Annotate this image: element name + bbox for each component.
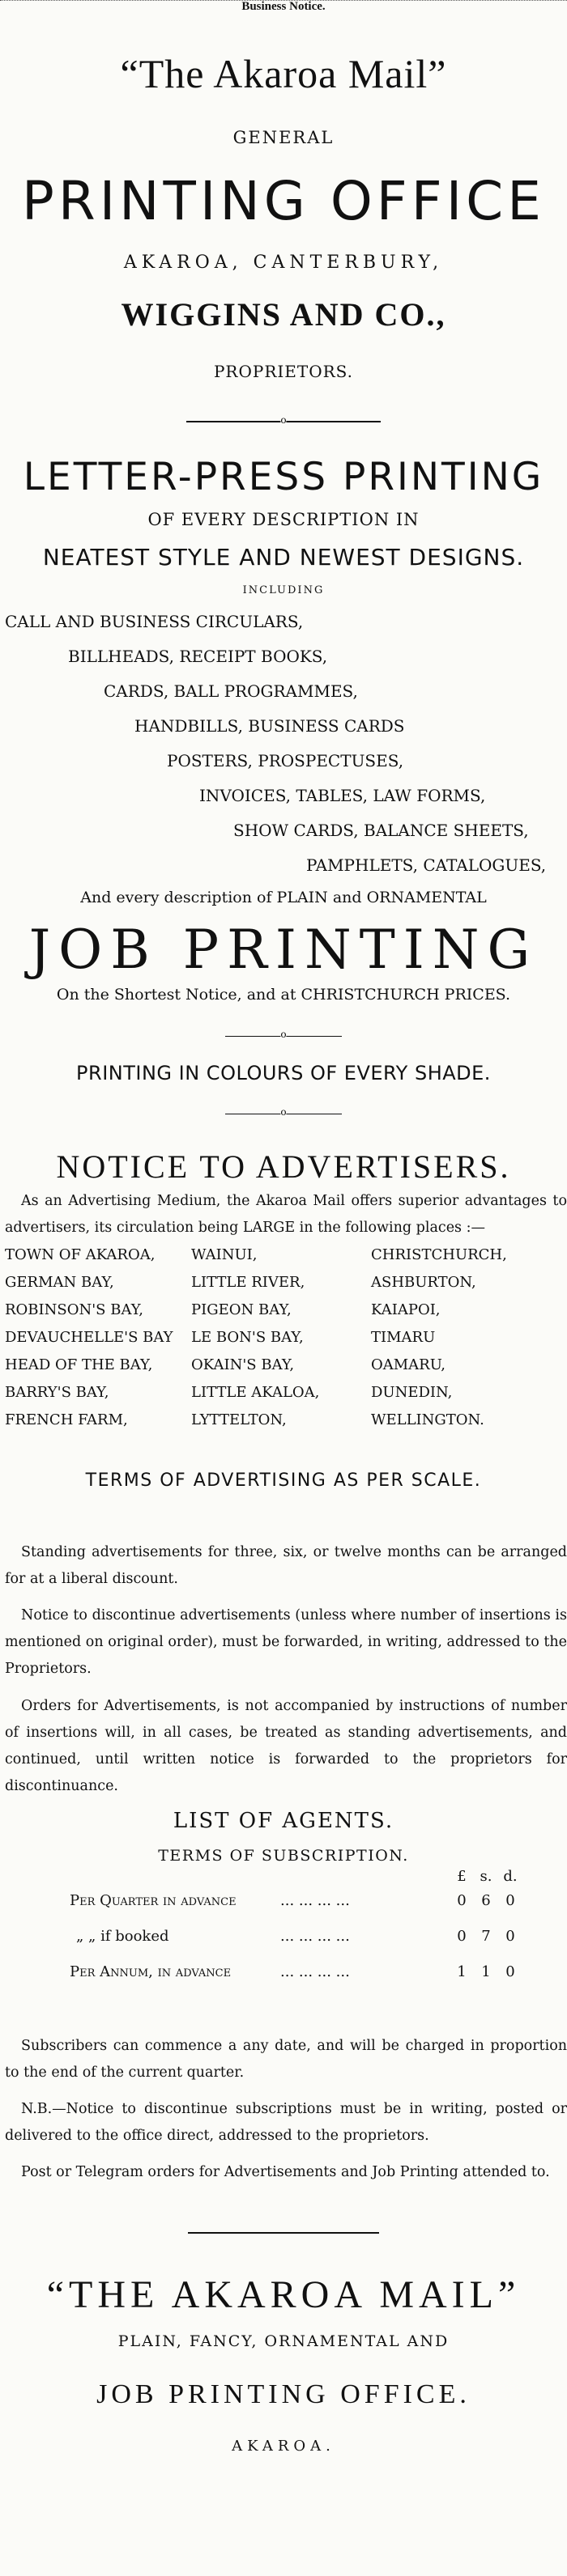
pounds-value: 0: [457, 1928, 467, 1945]
service-item: SHOW CARDS, BALANCE SHEETS,: [233, 821, 529, 840]
including-label: INCLUDING: [242, 584, 325, 596]
place-item: PIGEON BAY,: [191, 1301, 292, 1318]
pence-header: d.: [503, 1868, 518, 1885]
shortest-notice-line: On the Shortest Notice, and at CHRISTCHURCH PRICES.: [56, 986, 511, 1004]
divider: [188, 2232, 379, 2234]
subscription-row-label: Per Quarter in advance: [70, 1892, 237, 1909]
service-item: CALL AND BUSINESS CIRCULARS,: [5, 612, 304, 631]
firm-name: WIGGINS AND CO.,: [121, 296, 446, 333]
service-item: HANDBILLS, BUSINESS CARDS: [134, 716, 405, 736]
footer-location: AKAROA.: [232, 2438, 335, 2455]
place-item: OKAIN'S BAY,: [191, 1356, 295, 1373]
plain-fancy-line: PLAIN, FANCY, ORNAMENTAL AND: [117, 2332, 450, 2350]
proprietors-label: PROPRIETORS.: [213, 362, 354, 381]
place-item: WAINUI,: [191, 1246, 258, 1263]
subscribers-paragraph: Subscribers can commence a any date, and will be charged in proportion to the end of the current quarter.: [5, 2038, 567, 2081]
place-item: ASHBURTON,: [371, 1274, 476, 1291]
place-item: OAMARU,: [371, 1356, 446, 1373]
subscription-row-label: Per Annum, in advance: [70, 1963, 232, 1980]
service-item: CARDS, BALL PROGRAMMES,: [104, 681, 358, 701]
pounds-value: 1: [457, 1963, 467, 1980]
divider: [186, 421, 381, 422]
advertisers-intro: As an Advertising Medium, the Akaroa Mail offers superior advantages to advertisers, its circulation being LARGE in the following places :—: [5, 1193, 567, 1236]
pounds-value: 0: [457, 1892, 467, 1909]
subscription-row-label: „ „ if booked: [76, 1928, 169, 1945]
leader-dots: ... ... ... ...: [280, 1963, 350, 1980]
pounds-header: £: [457, 1868, 467, 1885]
footer-mail-title: “THE AKAROA MAIL”: [46, 2273, 521, 2316]
job-printing-office-heading: JOB PRINTING OFFICE.: [96, 2379, 471, 2409]
orders-paragraph: Orders for Advertisements, is not accompanied by instructions of number of insertions will, in all cases, be treated as standing advertisements, and continued, until written notice is forwarded to the proprietors for discontinuance.: [5, 1698, 567, 1794]
discontinue-ads-paragraph: Notice to discontinue advertisements (unless where number of insertions is mentioned on original order), must be forwarded, in writing, addressed to the Proprietors.: [5, 1607, 567, 1677]
place-item: FRENCH FARM,: [5, 1411, 128, 1428]
pence-value: 0: [505, 1928, 515, 1945]
ornamental-line: And every description of PLAIN and ORNAMENTAL: [80, 889, 487, 906]
place-item: GERMAN BAY,: [5, 1274, 114, 1291]
service-item: BILLHEADS, RECEIPT BOOKS,: [68, 647, 328, 666]
mail-title: “The Akaroa Mail”: [120, 51, 447, 96]
location-line: AKAROA, CANTERBURY,: [123, 253, 444, 273]
shillings-value: 7: [481, 1928, 491, 1945]
job-printing-heading: JOB PRINTING: [28, 919, 539, 981]
notice-advertisers-heading: NOTICE TO ADVERTISERS.: [56, 1148, 511, 1185]
printing-office-heading: PRINTING OFFICE: [22, 170, 545, 232]
place-item: WELLINGTON.: [371, 1411, 484, 1428]
place-item: DEVAUCHELLE'S BAY: [5, 1329, 173, 1346]
neatest-style-line: NEATEST STYLE AND NEWEST DESIGNS.: [42, 544, 525, 571]
service-item: PAMPHLETS, CATALOGUES,: [306, 855, 547, 875]
place-item: BARRY'S BAY,: [5, 1384, 109, 1401]
terms-advertising-heading: TERMS OF ADVERTISING AS PER SCALE.: [85, 1470, 482, 1491]
place-item: KAIAPOI,: [371, 1301, 441, 1318]
shillings-value: 6: [481, 1892, 491, 1909]
place-item: ROBINSON'S BAY,: [5, 1301, 144, 1318]
place-item: LYTTELTON,: [191, 1411, 287, 1428]
place-item: CHRISTCHURCH,: [371, 1246, 507, 1263]
colours-line: PRINTING IN COLOURS OF EVERY SHADE.: [76, 1062, 491, 1084]
place-item: LITTLE RIVER,: [191, 1274, 305, 1291]
standing-ads-paragraph: Standing advertisements for three, six, or twelve months can be arranged for at a liberal discount.: [5, 1544, 567, 1587]
nb-paragraph: N.B.—Notice to discontinue subscriptions must be in writing, posted or delivered to the office direct, addressed to the proprietors.: [5, 2101, 567, 2144]
shillings-header: s.: [480, 1868, 492, 1885]
leader-dots: ... ... ... ...: [280, 1928, 350, 1945]
list-of-agents-heading: LIST OF AGENTS.: [173, 1809, 394, 1833]
general-label: GENERAL: [232, 128, 335, 147]
divider: [225, 1036, 342, 1037]
place-item: LITTLE AKALOA,: [191, 1384, 320, 1401]
pence-value: 0: [505, 1963, 515, 1980]
place-item: LE BON'S BAY,: [191, 1329, 304, 1346]
place-item: HEAD OF THE BAY,: [5, 1356, 153, 1373]
service-item: POSTERS, PROSPECTUSES,: [167, 751, 404, 770]
letterpress-heading: LETTER-PRESS PRINTING: [23, 455, 544, 499]
post-telegram-paragraph: Post or Telegram orders for Advertisements and Job Printing attended to.: [21, 2164, 550, 2180]
place-item: TIMARU: [371, 1329, 436, 1346]
page-header: Business Notice.: [241, 0, 326, 13]
service-item: INVOICES, TABLES, LAW FORMS,: [199, 786, 486, 805]
terms-subscription-heading: TERMS OF SUBSCRIPTION.: [158, 1847, 409, 1865]
place-item: TOWN OF AKAROA,: [5, 1246, 156, 1263]
place-item: DUNEDIN,: [371, 1384, 453, 1401]
shillings-value: 1: [481, 1963, 491, 1980]
every-description-line: OF EVERY DESCRIPTION IN: [147, 510, 420, 529]
pence-value: 0: [505, 1892, 515, 1909]
leader-dots: ... ... ... ...: [280, 1892, 350, 1909]
